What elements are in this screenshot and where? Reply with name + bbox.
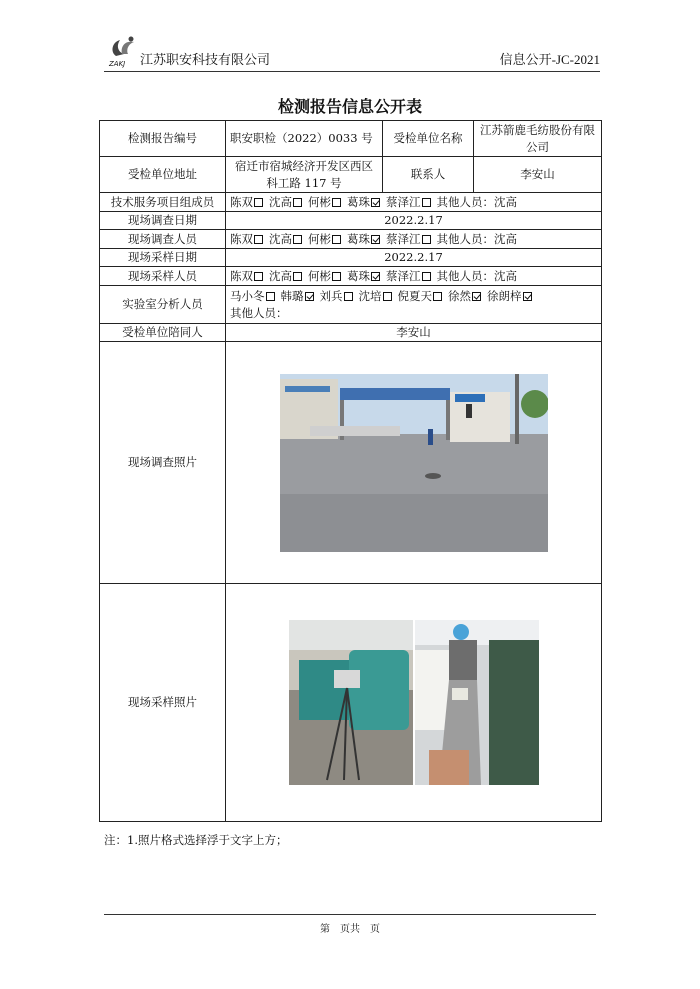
checklist-item xyxy=(230,232,266,246)
person-name: 沈培 xyxy=(358,288,382,303)
checklist-item xyxy=(269,269,305,283)
person-name: 何彬 xyxy=(308,268,331,283)
checked-box-icon xyxy=(472,292,481,301)
document-number: 信息公开-JC-2021 xyxy=(499,52,600,67)
checklist-item xyxy=(386,269,434,283)
client-value: 江苏箭鹿毛纺股份有限公司 xyxy=(474,121,602,157)
unchecked-box-icon xyxy=(344,292,353,301)
unchecked-box-icon xyxy=(293,198,302,207)
report-no-value: 职安职检（2022）0033 号 xyxy=(226,121,383,157)
person-name: 蔡泽江 xyxy=(386,194,421,209)
checklist-item xyxy=(347,232,383,246)
checked-box-icon xyxy=(371,198,380,207)
checked-box-icon xyxy=(305,292,314,301)
survey-photo-label: 现场调查照片 xyxy=(100,342,226,584)
footer-divider xyxy=(104,914,596,915)
unchecked-box-icon xyxy=(254,272,263,281)
checklist-item xyxy=(308,232,344,246)
other-personnel: 其他人员：沈高 xyxy=(436,194,517,209)
checklist-item xyxy=(347,269,383,283)
person-name: 何彬 xyxy=(308,194,331,209)
surveyors-label: 现场调查人员 xyxy=(100,230,226,249)
contact-value: 李安山 xyxy=(474,157,602,193)
person-name: 葛珠 xyxy=(347,231,370,246)
person-name: 马小冬 xyxy=(230,288,265,303)
page-header xyxy=(104,34,600,72)
sample-photo-label: 现场采样照片 xyxy=(100,584,226,822)
person-name: 葛珠 xyxy=(347,194,370,209)
client-label: 受检单位名称 xyxy=(383,121,474,157)
team-label: 技术服务项目组成员 xyxy=(100,193,226,212)
unchecked-box-icon xyxy=(332,235,341,244)
sample-date-value: 2022.2.17 xyxy=(226,249,602,267)
checklist-item xyxy=(269,195,305,209)
checklist-item xyxy=(398,289,446,303)
samplers-label: 现场采样人员 xyxy=(100,267,226,286)
checklist-item xyxy=(448,289,484,303)
checked-box-icon xyxy=(371,235,380,244)
checklist-item xyxy=(281,289,317,303)
unchecked-box-icon xyxy=(266,292,275,301)
checklist-item xyxy=(347,195,383,209)
unchecked-box-icon xyxy=(422,272,431,281)
person-name: 陈双 xyxy=(230,268,253,283)
checklist-item xyxy=(308,195,344,209)
other-personnel: 其他人员： xyxy=(230,305,288,320)
person-name: 何彬 xyxy=(308,231,331,246)
contact-label: 联系人 xyxy=(383,157,474,193)
checklist-item xyxy=(386,195,434,209)
company-name: 江苏职安科技有限公司 xyxy=(140,53,271,68)
unchecked-box-icon xyxy=(293,235,302,244)
page-number: 第 页共 页 xyxy=(320,924,380,935)
unchecked-box-icon xyxy=(383,292,392,301)
survey-date-label: 现场调查日期 xyxy=(100,212,226,230)
address-value: 宿迁市宿城经济开发区西区科工路 117 号 xyxy=(226,157,383,193)
checklist-item xyxy=(386,232,434,246)
unchecked-box-icon xyxy=(293,272,302,281)
unchecked-box-icon xyxy=(254,235,263,244)
person-name: 陈双 xyxy=(230,231,253,246)
person-name: 沈高 xyxy=(269,268,292,283)
page-title: 检测报告信息公开表 xyxy=(277,97,422,116)
person-name: 蔡泽江 xyxy=(386,268,421,283)
unchecked-box-icon xyxy=(332,198,341,207)
logo-text: ZAKJ xyxy=(109,60,126,68)
checked-box-icon xyxy=(523,292,532,301)
person-name: 蔡泽江 xyxy=(386,231,421,246)
person-name: 倪夏天 xyxy=(397,288,432,303)
header-divider xyxy=(104,71,600,72)
sample-photo xyxy=(289,620,539,785)
checklist-item xyxy=(320,289,356,303)
unchecked-box-icon xyxy=(332,272,341,281)
checklist-item xyxy=(308,269,344,283)
person-name: 韩璐 xyxy=(280,288,304,303)
footnote: 注：1.照片格式选择浮于文字上方； xyxy=(104,833,288,847)
surveyors-checklist xyxy=(226,230,602,249)
survey-date-value: 2022.2.17 xyxy=(226,212,602,230)
team-checklist xyxy=(226,193,602,212)
unchecked-box-icon xyxy=(422,198,431,207)
unchecked-box-icon xyxy=(433,292,442,301)
other-personnel: 其他人员：沈高 xyxy=(436,268,517,283)
person-name: 沈高 xyxy=(269,231,292,246)
report-no-label: 检测报告编号 xyxy=(100,121,226,157)
person-name: 徐朗梓 xyxy=(487,288,522,303)
checklist-item xyxy=(230,289,278,303)
checklist-item xyxy=(359,289,395,303)
checklist-item xyxy=(230,195,266,209)
person-name: 刘兵 xyxy=(319,288,343,303)
sample-date-label: 现场采样日期 xyxy=(100,249,226,267)
unchecked-box-icon xyxy=(254,198,263,207)
person-name: 沈高 xyxy=(269,194,292,209)
escort-label: 受检单位陪同人 xyxy=(100,324,226,342)
address-label: 受检单位地址 xyxy=(100,157,226,193)
escort-value: 李安山 xyxy=(226,324,602,342)
person-name: 徐然 xyxy=(448,288,471,303)
survey-photo xyxy=(280,374,548,552)
checked-box-icon xyxy=(371,272,380,281)
report-info-table xyxy=(99,120,602,822)
samplers-checklist xyxy=(226,267,602,286)
unchecked-box-icon xyxy=(422,235,431,244)
checklist-item xyxy=(487,289,535,303)
checklist-item xyxy=(269,232,305,246)
person-name: 葛珠 xyxy=(347,268,370,283)
checklist-item xyxy=(230,269,266,283)
lab-label: 实验室分析人员 xyxy=(100,286,226,324)
lab-checklist xyxy=(226,286,602,324)
person-name: 陈双 xyxy=(230,194,253,209)
other-personnel: 其他人员：沈高 xyxy=(436,231,517,246)
